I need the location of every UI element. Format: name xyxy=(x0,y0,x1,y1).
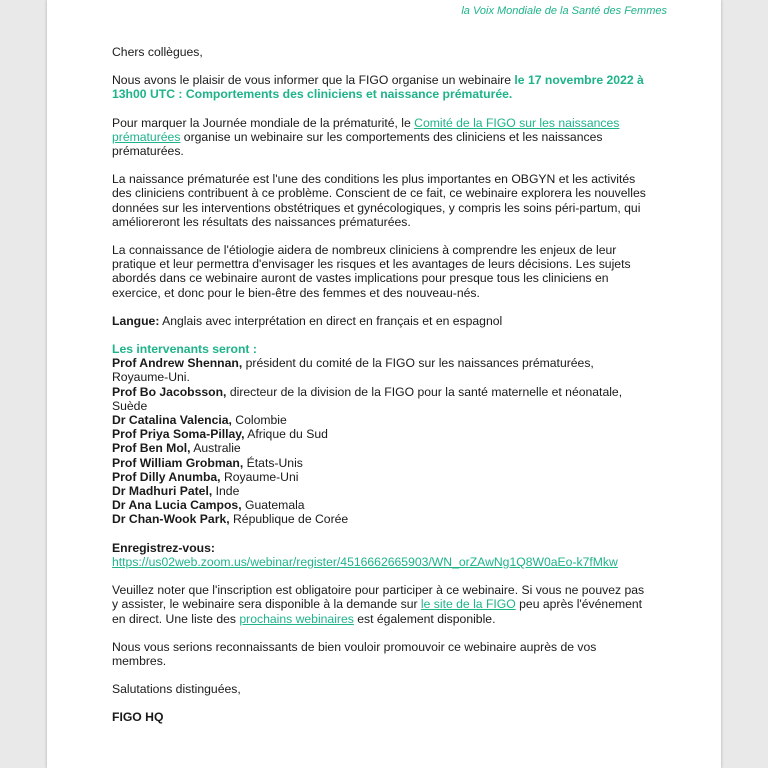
upcoming-webinars-link[interactable]: prochains webinaires xyxy=(239,611,354,626)
register-link[interactable]: https://us02web.zoom.us/webinar/register/4516662665903/WN_orZAwNg1Q8W0aEo-k7fMkw xyxy=(112,554,618,569)
speaker-item xyxy=(112,356,652,384)
register-section xyxy=(112,541,652,569)
speaker-desc: États-Unis xyxy=(243,455,303,470)
committee-link[interactable]: Comité de la FIGO sur les naissances prématurées xyxy=(112,115,620,144)
speaker-item xyxy=(112,498,652,512)
speaker-item xyxy=(112,470,652,484)
note-text-2: peu après l'événement en direct. Une liste des xyxy=(112,597,643,626)
committee-text-after: organise un webinaire sur les comportements des cliniciens et les naissances prématurées. xyxy=(112,129,603,159)
speaker-item xyxy=(112,484,652,498)
webinar-date-title: le 17 novembre 2022 à 13h00 UTC : Comportements des cliniciens et naissance prématurée. xyxy=(112,73,644,102)
speaker-item xyxy=(112,427,652,441)
speaker-name: Prof Priya Soma-Pillay, xyxy=(112,427,245,442)
committee-text-before: Pour marquer la Journée mondiale de la prématurité, le xyxy=(112,115,415,130)
speaker-desc: Colombie xyxy=(231,413,287,428)
speaker-name: Prof Ben Mol, xyxy=(112,441,191,456)
register-label: Enregistrez-vous: xyxy=(112,540,215,555)
speaker-item xyxy=(112,512,652,526)
committee-paragraph xyxy=(112,116,652,159)
signature: FIGO HQ xyxy=(112,710,164,725)
speaker-item xyxy=(112,413,652,427)
speaker-desc: président du comité de la FIGO sur les naissances prématurées, Royaume-Uni. xyxy=(112,356,594,385)
speaker-name: Prof William Grobman, xyxy=(112,455,244,470)
speaker-desc: Afrique du Sud xyxy=(244,427,328,442)
email-body xyxy=(112,45,652,739)
language-label: Langue: xyxy=(112,313,160,328)
speaker-name: Prof Dilly Anumba, xyxy=(112,469,221,484)
email-page xyxy=(47,0,721,768)
speaker-name: Dr Ana Lucia Campos, xyxy=(112,498,242,513)
speaker-desc: Royaume-Uni xyxy=(220,469,299,484)
speaker-desc: Australie xyxy=(190,441,241,456)
speaker-desc: Inde xyxy=(212,484,240,499)
speaker-name: Prof Bo Jacobsson, xyxy=(112,384,227,399)
etiology-paragraph: La connaissance de l'étiologie aidera de nombreux cliniciens à comprendre les enjeux de leur pratique et leur permettra d'envisager les risques et les avantages de leurs décisions. Les sujets abordés dans ce webinaire auront de vastes implications pour presque tous les cliniciens en exercice, et donc pour le bien-être des femmes et des nouveau-nés. xyxy=(112,243,631,300)
greeting: Chers collègues, xyxy=(112,45,203,59)
speakers-section xyxy=(112,342,652,527)
registration-note-paragraph xyxy=(112,583,652,626)
speaker-name: Dr Catalina Valencia, xyxy=(112,413,232,428)
closing-line: Salutations distinguées, xyxy=(112,682,241,697)
speaker-desc: directeur de la division de la FIGO pour la santé maternelle et néonatale, Suède xyxy=(112,384,623,413)
speaker-item xyxy=(112,385,652,413)
promote-paragraph: Nous vous serions reconnaissants de bien vouloir promouvoir ce webinaire auprès de vos membres. xyxy=(112,639,597,668)
speaker-name: Prof Andrew Shennan, xyxy=(112,356,243,371)
language-line xyxy=(112,314,652,328)
intro-paragraph xyxy=(112,73,652,101)
speaker-name: Dr Chan-Wook Park, xyxy=(112,512,230,527)
preterm-paragraph: La naissance prématurée est l'une des conditions les plus importantes en OBGYN et les activités des cliniciens contribuent à ce problème. Conscient de ce fait, ce webinaire explorera les nouvelles données sur les interventions obstétriques et gynécologiques, y compris les soins péri-partum, qui amélioreront les résultats des naissances prématurées. xyxy=(112,172,646,229)
speaker-desc: Guatemala xyxy=(241,498,305,513)
note-text-3: est également disponible. xyxy=(353,611,496,626)
speaker-item xyxy=(112,441,652,455)
note-text-1: Veuillez noter que l'inscription est obligatoire pour participer à ce webinaire. Si vous ne pouvez pas y assister, le webinaire sera disponible à la demande sur xyxy=(112,583,645,612)
figo-tagline: la Voix Mondiale de la Santé des Femmes xyxy=(461,5,667,17)
figo-site-link[interactable]: le site de la FIGO xyxy=(420,597,516,612)
speakers-title: Les intervenants seront : xyxy=(112,342,257,357)
speaker-item xyxy=(112,456,652,470)
speaker-name: Dr Madhuri Patel, xyxy=(112,484,213,499)
language-value: Anglais avec interprétation en direct en français et en espagnol xyxy=(159,313,503,328)
speaker-desc: République de Corée xyxy=(229,512,349,527)
intro-text: Nous avons le plaisir de vous informer que la FIGO organise un webinaire xyxy=(112,73,515,88)
